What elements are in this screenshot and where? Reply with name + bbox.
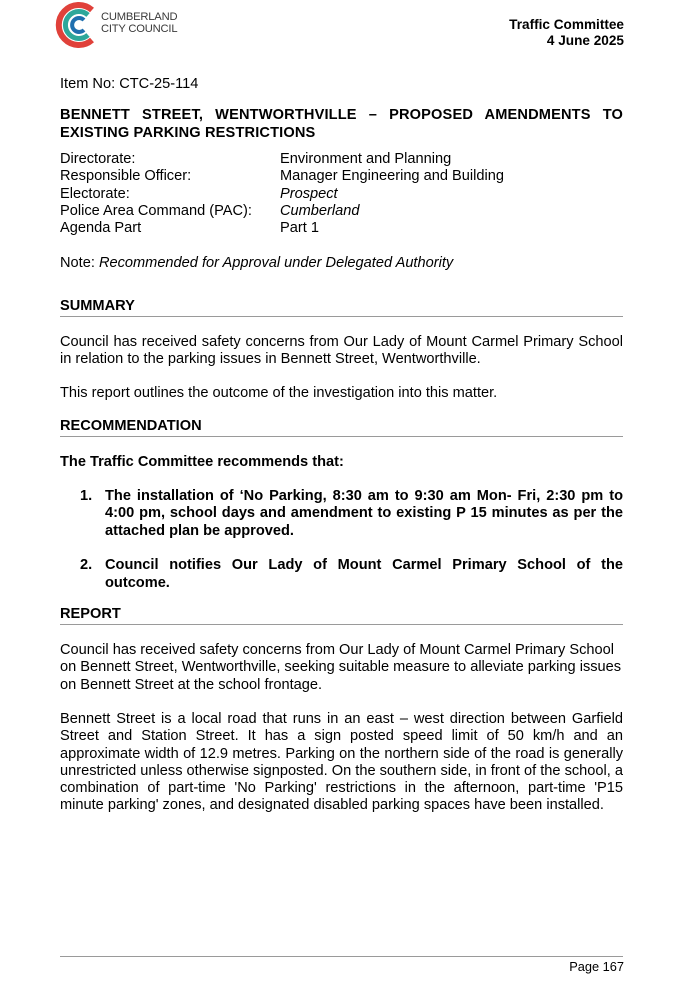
meta-label: Agenda Part	[60, 220, 142, 237]
report-paragraph-1: Council has received safety concerns from Our Lady of Mount Carmel Primary School on Bennett Street, Wentworthville, seeking suitable measure to alleviate parking issues on Bennett Street at the school frontage.	[60, 642, 622, 693]
recommendation-list	[80, 488, 623, 592]
list-item-number: 1.	[80, 488, 93, 504]
meta-label: Directorate:	[60, 151, 136, 167]
council-logo-icon	[52, 0, 100, 50]
list-item	[80, 488, 623, 540]
meta-value: Cumberland	[280, 202, 360, 219]
approval-note	[60, 254, 623, 272]
recommendation-heading: RECOMMENDATION	[60, 417, 623, 437]
report-paragraph-2: Bennett Street is a local road that runs in an east – west direction between Garfield Street and Station Street. It has a sign posted speed limit of 50 km/h and an approximate width of 12.9 metres. Parking on the northern side of the road is generally unrestricted unless otherwise signposted. On the southern side, in front of the school, a combination of part-time 'No Parking' restrictions in the afternoon, part-time 'P15 minute parking' zones, and designated disabled parking spaces have been installed.	[60, 711, 623, 814]
report-heading: REPORT	[60, 605, 623, 625]
meeting-name: Traffic Committee	[509, 17, 624, 32]
recommendation-intro: The Traffic Committee recommends that:	[60, 454, 344, 470]
council-logo	[52, 0, 202, 52]
item-title: BENNETT STREET, WENTWORTHVILLE – PROPOSED AMENDMENTS TO EXISTING PARKING RESTRICTIONS	[60, 107, 623, 141]
meta-label: Responsible Officer:	[60, 168, 192, 185]
meeting-date: 4 June 2025	[546, 33, 624, 48]
header-meeting-info	[509, 17, 624, 49]
meta-row-pac	[60, 203, 623, 220]
summary-paragraph-2: This report outlines the outcome of the investigation into this matter.	[60, 385, 498, 401]
meta-row-electorate	[60, 186, 623, 203]
meta-row-directorate	[60, 151, 623, 168]
meta-label: Electorate:	[60, 185, 130, 202]
page-number: Page 167	[569, 959, 624, 974]
summary-paragraph-1: Council has received safety concerns from Our Lady of Mount Carmel Primary School in relation to the parking issues in Bennett Street, Wentworthville.	[60, 334, 623, 368]
note-text: Recommended for Approval under Delegated Authority	[98, 255, 454, 271]
council-name: CUMBERLAND CITY COUNCIL	[101, 11, 178, 35]
list-item-text: Council notifies Our Lady of Mount Carmel Primary School of the outcome.	[105, 557, 623, 591]
footer-rule	[60, 956, 623, 957]
list-item	[80, 557, 623, 592]
list-item-number: 2.	[80, 557, 93, 574]
meta-value: Prospect	[280, 185, 338, 202]
list-item-text: The installation of ‘No Parking, 8:30 am to 9:30 am Mon- Fri, 2:30 pm to 4:00 pm, school days and amendment to existing P 15 minutes as per the attached plan be approved.	[105, 488, 623, 539]
meta-row-agenda-part	[60, 220, 623, 237]
meta-label: Police Area Command (PAC):	[60, 202, 252, 219]
item-metadata	[60, 151, 623, 237]
meta-value: Manager Engineering and Building	[280, 168, 504, 185]
summary-heading: SUMMARY	[60, 297, 623, 317]
meta-value: Environment and Planning	[280, 151, 452, 167]
meta-row-responsible-officer	[60, 168, 623, 185]
item-number: Item No: CTC-25-114	[60, 76, 199, 92]
meta-value: Part 1	[280, 220, 319, 237]
note-label: Note:	[60, 255, 99, 271]
